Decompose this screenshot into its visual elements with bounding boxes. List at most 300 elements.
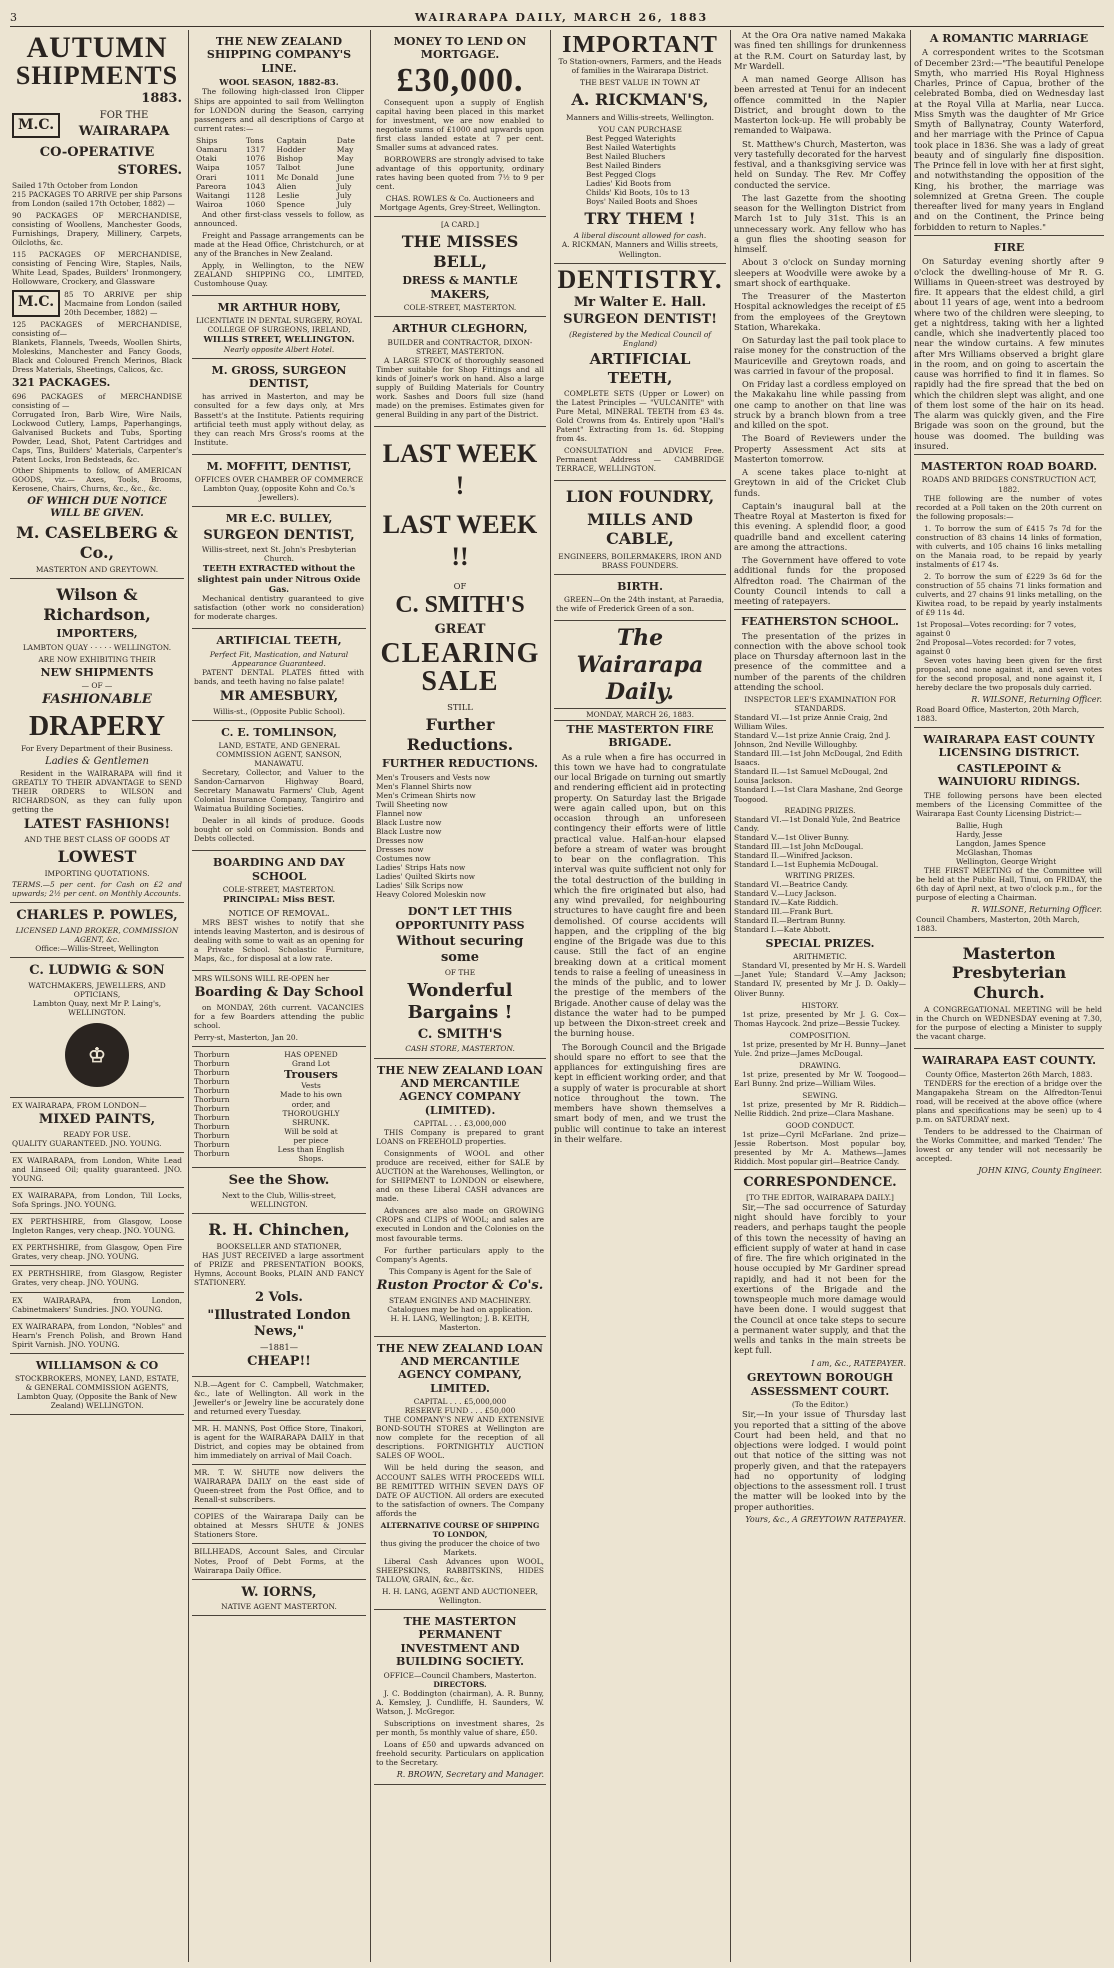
alternative-2: thus giving the producer the choice of two Markets. bbox=[380, 1538, 540, 1557]
ship-date: July bbox=[336, 200, 352, 210]
shipments-heading-2: SHIPMENTS bbox=[15, 61, 179, 90]
show-heading: See the Show. bbox=[228, 1172, 330, 1188]
list-item: Standard II.—1st Samuel McDougal, 2nd Louisa Jackson. bbox=[734, 767, 888, 786]
column-rule bbox=[550, 30, 551, 1962]
loans: Loans of £50 and upwards advanced on freehold security. Particulars on application to the Secretary. bbox=[376, 1739, 544, 1767]
featherston-school bbox=[734, 609, 906, 1166]
notice-removal: NOTICE OF REMOVAL. bbox=[228, 907, 330, 918]
alternative: ALTERNATIVE COURSE OF SHIPPING TO LONDON, bbox=[380, 1520, 540, 1539]
thorburn-offer-line: SHRUNK. bbox=[292, 1117, 330, 1127]
ships-header: Captain bbox=[276, 135, 307, 145]
stores-label: STORES. bbox=[117, 162, 182, 178]
roads-proposal-2: 2. To borrow the sum of £229 3s 6d for the construction of 55 chains 71 links formation and culverts, and 27 chains 91 links metalling, on the Kiwitea road, to be repaid by yearly instalments of £9 11s 4d. bbox=[916, 571, 1102, 617]
comp-body: 1st prize, presented by Mr H. Bunny—Janet Yule. 2nd prize—James McDougal. bbox=[734, 1039, 906, 1058]
list-item: Black Lustre now bbox=[376, 817, 442, 827]
nz-ship-freight: Freight and Passage arrangements can be made at the Head Office, Christchurch, or at any of the Branches in New Zealand. bbox=[194, 230, 364, 258]
thorburn-offer-line: Will be sold at bbox=[284, 1126, 338, 1136]
pkg-696-body: Corrugated Iron, Barb Wire, Wire Nails, Lockwood Cutlery, Lamps, Paperhangings, Galvanised Buckets and Tubs, Sporting Powder, Lead, Shot, Patent Cartridges and Caps, Tins, Builders' Materials, Carpenter's Patent Locks, Iron Bedsteads, &c. bbox=[12, 409, 182, 464]
amesbury-body: PATENT DENTAL PLATES fitted with bands, and teeth having no false palate! bbox=[194, 667, 364, 686]
ad-young-7: EX WAIRARAPA, from London, "Nobles" and Hearn's French Polish, and Brown Hand Spirit Varnish. JNO. YOUNG. bbox=[10, 1319, 184, 1354]
ad-boarding-school bbox=[192, 851, 366, 971]
rickman-location: Manners and Willis-streets, Wellington. bbox=[566, 112, 714, 122]
list-item: Dresses now bbox=[376, 844, 424, 854]
list-item: Standard VI.—1st prize Annie Craig, 2nd William Wiles. bbox=[734, 713, 888, 732]
ship-date: May bbox=[336, 154, 354, 164]
hall-address: CONSULTATION and ADVICE Free. Permanent Address — CAMBRIDGE TERRACE, WELLINGTON. bbox=[556, 446, 724, 474]
hist-heading: HISTORY. bbox=[801, 1000, 839, 1010]
roads-sign: R. WILSONE, Returning Officer. bbox=[971, 695, 1102, 705]
wonderful-bargains: Wonderful Bargains ! bbox=[407, 979, 513, 1023]
roads-office: Road Board Office, Masterton, 20th March, 1883. bbox=[916, 704, 1080, 723]
wr-body: Resident in the WAIRARAPA will find it GREATLY TO THEIR ADVANTAGE to SEND THEIR ORDERS to WILSON and RICHARDSON, as they can fully upon getting the bbox=[12, 768, 182, 814]
list-item: Flannel now bbox=[376, 808, 423, 818]
of-the-label: OF THE bbox=[444, 967, 476, 977]
smith-name-2: C. SMITH'S bbox=[417, 1026, 503, 1042]
nz-ship-apply: Apply, in Wellington, to the NEW ZEALAND SHIPPING CO., LIMITED, Customhouse Quay. bbox=[194, 260, 364, 288]
list-item: Wellington, George Wright bbox=[956, 856, 1057, 866]
liberal: Liberal Cash Advances upon WOOL, SHEEPSKINS, RABBITSKINS, HIDES TALLOW, GRAIN, &c., &c. bbox=[376, 1556, 544, 1584]
ad-young-2: EX WAIRARAPA, from London, Till Locks, Sofa Springs. JNO. YOUNG. bbox=[10, 1188, 184, 1214]
rickman-sign: A. RICKMAN, Manners and Willis streets, Wellington. bbox=[561, 240, 719, 259]
loan-body: THIS Company is prepared to grant LOANS on FREEHOLD properties. bbox=[376, 1128, 544, 1147]
thorburn-item: Thorburn bbox=[194, 1104, 230, 1114]
nz-ship-more: And other first-class vessels to follow, as announced. bbox=[194, 209, 364, 228]
moffitt-location: Lambton Quay, (opposite Kohn and Co.'s Jewellers). bbox=[203, 484, 355, 503]
column-4 bbox=[554, 30, 726, 1962]
romantic-marriage bbox=[914, 32, 1104, 232]
bulley-body: Willis-street, next St. John's Presbyterian Church. bbox=[201, 545, 357, 564]
greytown-sub: (To the Editor.) bbox=[791, 1400, 849, 1410]
ad-amesbury bbox=[192, 629, 366, 720]
conduct-heading: GOOD CONDUCT. bbox=[785, 1120, 855, 1130]
hall-name: Mr Walter E. Hall. bbox=[573, 294, 707, 310]
thorburn-offer-line: Vests bbox=[301, 1081, 321, 1091]
wr-for: For Every Department of their Business. bbox=[21, 744, 173, 754]
news-item: On Friday last a cordless employed on the Makakahu line while passing from one camp to another on that line was struck by a branch blown from a tree and killed on the spot. bbox=[734, 379, 906, 430]
arith-heading: ARITHMETIC. bbox=[793, 952, 847, 962]
iorns-body: NATIVE AGENT MASTERTON. bbox=[221, 1602, 337, 1612]
list-item: Standard III.—1st John McDougal, 2nd Edith Isaacs. bbox=[734, 749, 903, 768]
caselberg-location: MASTERTON AND GREYTOWN. bbox=[35, 565, 159, 575]
boarding-location: COLE-STREET, MASTERTON. bbox=[222, 885, 336, 895]
wr-prices: IMPORTING QUOTATIONS. bbox=[44, 869, 150, 879]
ludwig-location: Lambton Quay, next Mr P. Laing's, WELLINGTON. bbox=[32, 999, 162, 1018]
subscriptions: Subscriptions on investment shares, 2s per month, 5s monthly value of share, £50. bbox=[376, 1718, 544, 1737]
williamson-body: STOCKBROKERS, MONEY, LAND, ESTATE, & GENERAL COMMISSION AGENTS, Lambton Quay, (Opposite the Bank of New Zealand) WELLINGTON. bbox=[14, 1374, 180, 1411]
shipments-year: 1883. bbox=[141, 91, 182, 106]
boarding-principal: PRINCIPAL: Miss BEST. bbox=[223, 894, 335, 905]
ship-captain: Leslie bbox=[276, 191, 300, 201]
art-teeth-2: Perfect Fit, Mastication, and Natural Appearance Guaranteed. bbox=[209, 649, 349, 668]
wr-ladies: Ladies & Gentlemen bbox=[45, 756, 149, 768]
correspondence bbox=[734, 1169, 906, 1524]
correspondence-sign: I am, &c., RATEPAYER. bbox=[811, 1358, 906, 1368]
column-6 bbox=[914, 30, 1104, 1962]
ships-header: Ships bbox=[196, 135, 218, 145]
licensing-body: THE following persons have been elected members of the Licensing Committee of the Wairarapa East County Licensing District:— bbox=[916, 790, 1102, 818]
list-item: Black Lustre now bbox=[376, 826, 442, 836]
table-row bbox=[194, 191, 364, 200]
column-5 bbox=[734, 30, 906, 1962]
roads-proposal-1: 1. To borrow the sum of £415 7s 7d for the construction of 83 chains 14 links of formation, with culverts, and 105 chains 16 links metalling on the Manaia road, to be repaid by yearly instalments of £17 4s. bbox=[916, 523, 1102, 569]
ad-moffitt bbox=[192, 455, 366, 508]
ships-header: Tons bbox=[245, 135, 264, 145]
editorial-date: MONDAY, MARCH 26, 1883. bbox=[554, 708, 726, 721]
list-item: Hardy, Jesse bbox=[956, 829, 1003, 839]
mc-tag-2: M.C. bbox=[12, 290, 60, 317]
bell-trade: DRESS & MANTLE MAKERS, bbox=[402, 274, 518, 301]
featherston-intro: The presentation of the prizes in connection with the above school took place on Thursday afternoon last in the presence of the committee and a number of the parents of the children attending the school. bbox=[734, 630, 906, 692]
greytown-body: Sir,—In your issue of Thursday last you reported that a sitting of the above Court had been held, and that no objections were lodged. I would point out that notice of the sitting was not properly given, and that the ratepayers had no opportunity of lodging objections to the assessment roll. I trust the matter will be looked into by the proper authorities. bbox=[734, 1409, 906, 1512]
list-item: Standard I.—1st Clara Mashane, 2nd George Toogood. bbox=[734, 785, 903, 804]
loan-capital: CAPITAL . . . £3,000,000 bbox=[413, 1119, 507, 1129]
thorburn-item: Thorburn bbox=[194, 1068, 230, 1078]
ad-tomlinson bbox=[192, 721, 366, 852]
list-item: Standard II.—Bertram Bunny. bbox=[734, 915, 846, 925]
comp-heading: COMPOSITION. bbox=[789, 1030, 851, 1040]
list-item: Standard VI.—Beatrice Candy. bbox=[734, 879, 848, 889]
ships-header: Date bbox=[336, 135, 355, 145]
brown-signature: R. BROWN, Secretary and Manager. bbox=[396, 1769, 544, 1779]
fire-report bbox=[914, 235, 1104, 451]
wr-trade: IMPORTERS, bbox=[56, 627, 138, 641]
list-item: Childs' Kid Boots, 10s to 13 bbox=[586, 187, 690, 197]
ludwig-name: C. LUDWIG & SON bbox=[29, 963, 165, 979]
catalogue: Catalogues may be had on application. bbox=[387, 1304, 533, 1314]
list-item: Standard V.—Lucy Jackson. bbox=[734, 888, 837, 898]
list-item: Standard I.—1st Euphemia McDougal. bbox=[734, 859, 879, 869]
ship-tons: 1011 bbox=[245, 172, 266, 182]
ad-billheads: BILLHEADS, Account Sales, and Circular Notes, Proof of Debt Forms, at the Wairarapa Daily Office. bbox=[192, 1544, 366, 1579]
ad-thorburn bbox=[192, 1047, 366, 1168]
columns bbox=[10, 30, 1104, 1962]
chinchen-body: HAS JUST RECEIVED a large assortment of PRIZE and PRESENTATION BOOKS, Hymns, Account Books, PLAIN AND FANCY STATIONERY. bbox=[194, 1251, 364, 1288]
mc-tag: M.C. bbox=[12, 113, 60, 138]
column-1 bbox=[10, 30, 184, 1962]
masthead bbox=[10, 8, 1104, 27]
fire-body: On Saturday evening shortly after 9 o'clock the dwelling-house of Mr R. G. Williams in Queen-street was destroyed by fire. It appears that the eldest child, a girl about 11 years of age, went into a bedroom where two of the children were sleeping, to get a nightdress, taking with her a lighted candle, which she inadvertently placed too near the window curtains. A few minutes after Mrs Williams observed a bright glare in the room, and on going to ascertain the cause was horrified to find it in flames. So rapidly had the fire spread that the bed on which the children slept was alight, and one of them lost some of the hair on its head. The alarm was quickly given, and the Fire Brigade was soon on the ground, but the house was doomed. The building was insured. bbox=[914, 256, 1104, 451]
thorburn-offer-line: Shops. bbox=[298, 1153, 324, 1163]
ships-table bbox=[194, 136, 364, 210]
list-item: Men's Crimean Shirts now bbox=[376, 790, 476, 800]
ad-copies: COPIES of the Wairarapa Daily can be obtained at Messrs SHUTE & JONES Stationers Store. bbox=[192, 1509, 366, 1544]
wr-terms: TERMS.—5 per cent. for Cash on £2 and upwards; 2½ per cent. on Monthly Accounts. bbox=[12, 880, 182, 899]
ship-captain: Alien bbox=[276, 181, 297, 191]
ad-young-6: EX WAIRARAPA, from London, Cabinetmakers' Sundries. JNO. YOUNG. bbox=[10, 1293, 184, 1319]
lion-foundry: LION FOUNDRY, bbox=[565, 487, 715, 507]
thorburn-item: Thorburn bbox=[194, 1086, 230, 1096]
sale-label: SALE bbox=[421, 666, 499, 698]
ship-date: July bbox=[336, 181, 352, 191]
best-value: THE BEST VALUE IN TOWN AT bbox=[580, 78, 700, 88]
list-item: Twill Sheeting now bbox=[376, 799, 448, 809]
list-item: Standard III.—Frank Burt. bbox=[734, 906, 834, 916]
wr-new: NEW SHIPMENTS bbox=[40, 665, 154, 679]
thorburn-item: Thorburn bbox=[194, 1149, 230, 1159]
nz-ship-season: WOOL SEASON, 1882-83. bbox=[219, 77, 339, 88]
ship-tons: 1128 bbox=[245, 191, 266, 201]
wr-drapery: DRAPERY bbox=[29, 711, 165, 743]
ship-captain: Mc Donald bbox=[276, 172, 319, 182]
pkg-85: 85 TO ARRIVE per ship Macmaine from London (sailed 20th December, 1882) — bbox=[64, 289, 182, 318]
ad-road-board bbox=[914, 454, 1104, 728]
presby-body: A CONGREGATIONAL MEETING will be held in the Church on WEDNESDAY evening at 7.30, for the purpose of electing a Minister to supply the vacant charge. bbox=[916, 1005, 1102, 1042]
lang: H. H. LANG, Wellington; J. B. KEITH, Masterton. bbox=[390, 1313, 530, 1332]
ship-date: July bbox=[336, 191, 352, 201]
powles-name: CHARLES P. POWLES, bbox=[16, 908, 178, 924]
artificial-teeth: ARTIFICIAL TEETH, bbox=[589, 350, 691, 387]
fortnightly-2: Will be held during the season, and ACCOUNT SALES WITH PROCEEDS WILL BE REMITTED WITHIN SEVEN DAYS OF DATE OF AUCTION. All orders are executed to the satisfaction of owners. The Company affords the bbox=[376, 1463, 544, 1518]
hoby-body: LICENTIATE IN DENTAL SURGERY, ROYAL COLLEGE OF SURGEONS, IRELAND, bbox=[196, 316, 362, 335]
draw-heading: DRAWING. bbox=[799, 1060, 841, 1070]
column-rule bbox=[188, 30, 189, 1962]
ad-smith-clearing bbox=[374, 427, 546, 1059]
ad-wilson-school bbox=[192, 971, 366, 1047]
caselberg-name: M. CASELBERG & Co., bbox=[16, 523, 178, 562]
nzloan-reserve: RESERVE FUND . . . £50,000 bbox=[404, 1406, 516, 1416]
list-item: Langdon, James Spence bbox=[956, 838, 1046, 848]
wr-of: — OF — bbox=[81, 681, 113, 691]
list-item: McGlashan, Thomas bbox=[956, 847, 1033, 857]
ad-young-paints bbox=[10, 1098, 184, 1153]
list-item: Standard V.—1st Oliver Bunny. bbox=[734, 832, 850, 842]
money-body: Consequent upon a supply of English capital having been placed in this market for investment, we are now enabled to negotiate sums of £1000 and upwards upon first class landed estate at 7 per cent. Smaller sums at advanced rates. bbox=[376, 97, 544, 152]
ad-young-4: EX PERTHSHIRE, from Glasgow, Open Fire Grates, very cheap. JNO. YOUNG. bbox=[10, 1240, 184, 1266]
table-row bbox=[194, 145, 364, 154]
list-item: Boys' Nailed Boots and Shoes bbox=[586, 196, 698, 206]
wr-location: LAMBTON QUAY · · · · · WELLINGTON. bbox=[22, 642, 172, 652]
news-item: The last Gazette from the shooting season for the Wellington District from March 1st to July 31st. This is an unnecessary work. Any fellow who has a gun flies the shooting season for himself. bbox=[734, 192, 906, 254]
ad-bulley bbox=[192, 507, 366, 629]
thorburn-offer-line: order, and bbox=[291, 1099, 331, 1109]
thorburn-item: Thorburn bbox=[194, 1122, 230, 1132]
last-week-1: LAST WEEK ! bbox=[382, 438, 538, 500]
news-item: The Government have offered to vote additional funds for the proposed Alfredton road. The Chairman of the County Council intends to call a meeting of ratepayers. bbox=[734, 555, 906, 606]
list-item: Men's Flannel Shirts now bbox=[376, 781, 472, 791]
last-week-2: LAST WEEK !! bbox=[382, 510, 538, 571]
hoby-location: WILLIS STREET, WELLINGTON. bbox=[203, 334, 355, 345]
ship-date: May bbox=[336, 144, 354, 154]
list-item: Standard V.—1st prize Annie Craig, 2nd J. Johnson, 2nd Neville Willoughby. bbox=[734, 731, 891, 750]
bulley-teeth: TEETH EXTRACTED without the slightest pain under Nitrous Oxide Gas. bbox=[197, 563, 361, 594]
wr-lowest: LOWEST bbox=[57, 846, 137, 866]
loan-advances: Advances are also made on GROWING CROPS and CLIPS of WOOL; and sales are executed in London and the Colonies on the most favourable terms. bbox=[376, 1206, 544, 1243]
thorburn-offer-line: Trousers bbox=[284, 1068, 338, 1082]
ad-shute: MR. T. W. SHUTE now delivers the WAIRARAPA DAILY on the east side of Queen-street from the Post Office, and to Renall-st subscribers. bbox=[192, 1465, 366, 1509]
reading-heading: READING PRIZES. bbox=[784, 805, 856, 815]
list-item: Best Nailed Watertights bbox=[586, 142, 676, 152]
ad-rickman bbox=[554, 30, 726, 264]
pkg-90: 90 PACKAGES OF MERCHANDISE, consisting of Woollens, Manchester Goods, Furnishings, Drapery, Millinery, Carpets, Oilcloths, &c. bbox=[12, 210, 182, 247]
thorburn-list bbox=[194, 1050, 254, 1163]
hoby-name: MR ARTHUR HOBY, bbox=[217, 300, 341, 314]
masthead-title: WAIRARAPA DAILY, MARCH 26, 1883 bbox=[414, 10, 709, 24]
ad-misses-bell bbox=[374, 217, 546, 317]
ruston: Ruston Proctor & Co's. bbox=[376, 1277, 544, 1293]
amesbury-location: Willis-st., (Opposite Public School). bbox=[213, 706, 345, 716]
ad-loan-agency bbox=[374, 1059, 546, 1337]
card-label: [A CARD.] bbox=[440, 220, 480, 230]
wairarapa-label: WAIRARAPA bbox=[78, 124, 170, 140]
thorburn-item: Thorburn bbox=[194, 1059, 230, 1069]
table-row bbox=[194, 154, 364, 163]
roads-heading: MASTERTON ROAD BOARD. bbox=[920, 460, 1098, 474]
moffitt-name: M. MOFFITT, DENTIST, bbox=[206, 459, 352, 473]
ad-young-3: EX PERTHSHIRE, from Glasgow, Loose Ingleton Ranges, very cheap. JNO. YOUNG. bbox=[10, 1214, 184, 1240]
pkg-125-body: Blankets, Flannels, Tweeds, Woollen Shirts, Moleskins, Manchester and Fancy Goods, Black and Coloured French Merinos, Black Dress Materials, Sheetings, Calicos, &c. bbox=[12, 338, 182, 375]
tomlinson-tail: Dealer in all kinds of produce. Goods bought or sold on Commission. Bonds and Debts collected. bbox=[194, 816, 364, 844]
hoby-opp: Nearly opposite Albert Hotel. bbox=[223, 344, 335, 354]
tomlinson-body: LAND, ESTATE, AND GENERAL COMMISSION AGENT, SANSON, MANAWATU. bbox=[216, 741, 342, 769]
table-row bbox=[194, 173, 364, 182]
county-sign: JOHN KING, County Engineer. bbox=[978, 1166, 1102, 1176]
writing-heading: WRITING PRIZES. bbox=[785, 870, 855, 880]
thorburn-offer-line: HAS OPENED bbox=[284, 1049, 338, 1059]
thorburn-item: Thorburn bbox=[194, 1077, 230, 1087]
ad-young-5: EX PERTHSHIRE, from Glasgow, Register Grates, very cheap. JNO. YOUNG. bbox=[10, 1266, 184, 1292]
money-amount: £30,000. bbox=[396, 61, 524, 99]
chinchen-name: R. H. Chinchen, bbox=[208, 1219, 350, 1239]
tomlinson-name: C. E. TOMLINSON, bbox=[221, 725, 337, 739]
paints-heading: EX WAIRARAPA, FROM LONDON— bbox=[12, 1101, 147, 1111]
mills-cable: MILLS AND CABLE, bbox=[587, 509, 693, 549]
art-teeth: ARTIFICIAL TEETH, bbox=[216, 634, 342, 648]
fire-brigade-body: As a rule when a fire has occurred in this town we have had to congratulate our local Brigade on turning out smartly and rendering efficient aid in protecting property. On Saturday last the Brigade were again called upon, but on this occasion through an unforeseen contingency their efforts were of little practical value. Half-an-hour elapsed before a stream of water was brought to bear on the conflagration. This interval was quite sufficient not only for the total destruction of the building in which the fire originated but also, had any wind prevailed, for neighbouring structures to have caught fire and been demolished. Of course accidents will happen, and the crippling of the big engine of the Brigade was due to this cause. Still the fact of an engine breaking down at a critical moment tends to raise a feeling of uneasiness in the minds of the public, and to lower the prestige of the members of the Brigade. Another cause of delay was the distance the water had to be pumped up between the Dixon-street creek and the burning house. bbox=[554, 751, 726, 1039]
wilson-heading: MRS WILSONS WILL RE-OPEN her bbox=[194, 973, 330, 983]
ad-gross bbox=[192, 359, 366, 455]
gross-name: M. GROSS, SURGEON DENTIST, bbox=[211, 363, 347, 391]
ship-name: Waipa bbox=[196, 163, 220, 173]
conduct-body: 1st prize—Cyril McFarlane. 2nd prize—Jessie Robertson. Most popular boy, presented by Mr A. Mathews—James Riddich. Most popular girl—Beatrice Candy. bbox=[734, 1129, 906, 1167]
williamson-name: WILLIAMSON & CO bbox=[35, 1358, 159, 1372]
thorburn-item: Thorburn bbox=[194, 1095, 230, 1105]
news-item: At the Ora Ora native named Makaka was fined ten shillings for drunkenness at the R.M. Court on Saturday last, by Mr Wardell. bbox=[734, 30, 906, 71]
pkg-321: 321 PACKAGES. bbox=[12, 376, 111, 390]
wr-latest: LATEST FASHIONS! bbox=[23, 816, 171, 832]
further-reductions: Further Reductions. bbox=[406, 715, 514, 754]
notice-birth bbox=[554, 575, 726, 621]
thorburn-item: Thorburn bbox=[194, 1140, 230, 1150]
money-borrowers: BORROWERS are strongly advised to take advantage of this opportunity, ordinary rates having been quoted from 7½ to 9 per cent. bbox=[376, 155, 544, 192]
money-agent: CHAS. ROWLES & Co. Auctioneers and Mortgage Agents, Grey-Street, Wellington. bbox=[379, 194, 541, 213]
sew-body: 1st prize, presented by Mr R. Riddich—Nellie Riddich. 2nd prize—Clara Mashane. bbox=[734, 1099, 906, 1118]
permanent-office: OFFICE—Council Chambers, Masterton. bbox=[383, 1670, 537, 1680]
directors-body: J. C. Boddington (chairman), A. R. Bunny, A. Kemsley, J. Cundliffe, H. Saunders, W. Watson, J. McGregor. bbox=[376, 1688, 544, 1716]
licensing-names bbox=[916, 821, 1102, 866]
thorburn-item: Thorburn bbox=[194, 1049, 230, 1059]
moffitt-body: OFFICES OVER CHAMBER OF COMMERCE bbox=[194, 475, 364, 485]
list-item: Best Pegged Clogs bbox=[586, 169, 656, 179]
correspondence-heading: CORRESPONDENCE. bbox=[743, 1175, 897, 1191]
list-item: Standard III.—1st John McDougal. bbox=[734, 841, 864, 851]
ad-campbell: N.B.—Agent for C. Campbell, Watchmaker, &c., late of Wellington. All work in the Jeweller's or Jewelry line be accurately done and returned every Tuesday. bbox=[192, 1377, 366, 1421]
ad-chinchen bbox=[192, 1214, 366, 1377]
nzloan-heading: THE NEW ZEALAND LOAN AND MERCANTILE AGENCY COMPANY, LIMITED. bbox=[377, 1341, 543, 1395]
roads-sub: ROADS AND BRIDGES CONSTRUCTION ACT, 1882. bbox=[921, 475, 1097, 494]
lang-2: H. H. LANG, AGENT AND AUCTIONEER, Wellington. bbox=[381, 1586, 539, 1605]
table-row bbox=[194, 163, 364, 172]
wr-name: Wilson & Richardson, bbox=[43, 585, 151, 624]
important-heading: IMPORTANT bbox=[562, 32, 718, 58]
ship-name: Pareora bbox=[196, 181, 227, 191]
bell-location: COLE-STREET, MASTERTON. bbox=[403, 303, 517, 313]
correspondence-sub: [TO THE EDITOR, WAIRARAPA DAILY.] bbox=[746, 1192, 894, 1202]
column-rule bbox=[910, 30, 911, 1962]
ad-wilson-richardson bbox=[10, 579, 184, 903]
thorburn-item: Thorburn bbox=[194, 1113, 230, 1123]
correspondence-body: Sir,—The sad occurrence of Saturday night should have forcibly to your readers, and perhaps taught the people of this town the necessity of having an efficient supply of water at hand in case of fire. The fire which originated in the house occupied by Mr Gardiner spread rapidly, and had it not been for the exertions of the Brigade and the townspeople much more damage would have been done. I would suggest that the Council at once take steps to secure a permanent water supply, and that the wells and tanks in the main streets be kept full. bbox=[734, 1201, 906, 1356]
news-item: The Treasurer of the Masterton Hospital acknowledges the receipt of £5 from the employees of the Greytown Station, Wharekaka. bbox=[734, 291, 906, 332]
draw-body: 1st prize, presented by Mr W. Toogood—Earl Bunny. 2nd prize—William Wiles. bbox=[734, 1069, 906, 1088]
county-tail: Tenders to be addressed to the Chairman of the Works Committee, and marked 'Tender.' The lowest or any tender will not necessarily be accepted. bbox=[916, 1127, 1102, 1164]
ad-permanent-society bbox=[374, 1610, 546, 1785]
loan-wool: Consignments of WOOL and other produce are received, either for SALE by AUCTION at the Warehouses, Wellington, or for SHIPMENT to LONDON or elsewhere, and on these Liberal CASH advances are made. bbox=[376, 1149, 544, 1204]
wilson-b: Boarding & Day School bbox=[194, 985, 364, 1000]
ad-show bbox=[192, 1168, 366, 1214]
iln-cheap: CHEAP!! bbox=[247, 1354, 311, 1370]
roads-declaration: Seven votes having been given for the first proposal, and none against it, and seven votes for the second proposal, and none against it, I hereby declare the two proposals duly carried. bbox=[916, 656, 1102, 693]
bulley-title: SURGEON DENTIST, bbox=[203, 527, 355, 543]
ship-date: June bbox=[336, 163, 355, 173]
licensing-meet: THE FIRST MEETING of the Committee will be held at the Public Hall, Tinui, on FRIDAY, the 6th day of April next, at two o'clock p.m., for the purpose of electing a Chairman. bbox=[916, 865, 1102, 902]
agent-label: This Company is Agent for the Sale of bbox=[388, 1266, 532, 1276]
bulley-name: MR E.C. BULLEY, bbox=[225, 512, 333, 526]
list-item: Standard I.—Kate Abbott. bbox=[734, 924, 831, 934]
ship-captain: Spence bbox=[276, 200, 305, 210]
ad-iorns bbox=[192, 1580, 366, 1617]
cooperative-label: CO-OPERATIVE bbox=[39, 144, 155, 160]
thorburn-offer bbox=[258, 1050, 364, 1163]
paints-signature: QUALITY GUARANTEED. JNO. YOUNG. bbox=[12, 1139, 162, 1149]
ship-name: Orari bbox=[196, 172, 217, 182]
important-sub: To Station-owners, Farmers, and the Heads of families in the Wairarapa District. bbox=[558, 57, 722, 76]
ship-tons: 1317 bbox=[245, 144, 266, 154]
ad-nz-loan-2 bbox=[374, 1337, 546, 1610]
artificial-body: COMPLETE SETS (Upper or Lower) on the Latest Principles — "VULCANITE" with Pure Metal, MINERAL TEETH from £3 4s. Gold Crowns from 4s. Entirely upon "Hall's Patent" Extracting from 1s. 6d. Stopping from 4s. bbox=[556, 388, 724, 444]
page-number: 3 bbox=[10, 10, 19, 24]
hall-registered: (Registered by the Medical Council of England) bbox=[568, 330, 712, 349]
rickman-name: A. RICKMAN'S, bbox=[571, 90, 709, 110]
list-item: Standard IV.—Kate Riddich. bbox=[734, 897, 839, 907]
ad-nz-shipping bbox=[192, 30, 366, 296]
you-can: YOU CAN PURCHASE bbox=[598, 124, 682, 134]
featherston-heading: FEATHERSTON SCHOOL. bbox=[741, 615, 899, 629]
ad-powles bbox=[10, 903, 184, 958]
shipments-heading-1: AUTUMN bbox=[26, 31, 168, 64]
cleghorn-trade: BUILDER and CONTRACTOR, DIXON-STREET, MASTERTON. bbox=[387, 337, 533, 356]
table-row bbox=[194, 200, 364, 209]
further-reductions-2: FURTHER REDUCTIONS. bbox=[381, 757, 539, 771]
pkg-215: 215 PACKAGES TO ARRIVE per ship Parsons from London (sailed 17th October, 1882) — bbox=[12, 189, 182, 208]
ship-name: Wairoa bbox=[196, 200, 223, 210]
removal-body: MRS BEST wishes to notify that she intends leaving Masterton, and is desirous of dealing with some to wait as an opening for a Private School. Scholastic Furniture, Maps, &c., for disposal at a low rate. bbox=[194, 917, 364, 963]
wilson-d: Perry-st, Masterton, Jan 20. bbox=[194, 1032, 298, 1042]
ship-date: June bbox=[336, 172, 355, 182]
birth-heading: BIRTH. bbox=[617, 579, 663, 593]
loan-forms: For further particulars apply to the Company's Agents. bbox=[376, 1245, 544, 1264]
birth-body: GREEN—On the 24th instant, at Paraedia, the wife of Frederick Green of a son. bbox=[556, 595, 724, 614]
pkg-125: 125 PACKAGES of MERCHANDISE, consisting of— bbox=[12, 320, 182, 339]
greytown-sign: Yours, &c., A GREYTOWN RATEPAYER. bbox=[745, 1514, 906, 1524]
county-office: County Office, Masterton 26th March, 1883. bbox=[925, 1069, 1093, 1079]
smith-name: C. SMITH'S bbox=[395, 591, 525, 618]
due-notice: OF WHICH DUE NOTICE WILL BE GIVEN. bbox=[27, 496, 167, 520]
dentistry-heading: DENTISTRY. bbox=[557, 264, 723, 294]
fortnightly: THE COMPANY'S NEW AND EXTENSIVE BOND-SOUTH STORES at Wellington are now complete for the reception of all descriptions. FORTNIGHTLY AUCTION SALES OF WOOL. bbox=[376, 1415, 544, 1461]
thorburn-offer-line: Grand Lot bbox=[291, 1059, 330, 1069]
of-label: OF bbox=[453, 580, 467, 591]
directors: DIRECTORS. bbox=[433, 1679, 487, 1689]
